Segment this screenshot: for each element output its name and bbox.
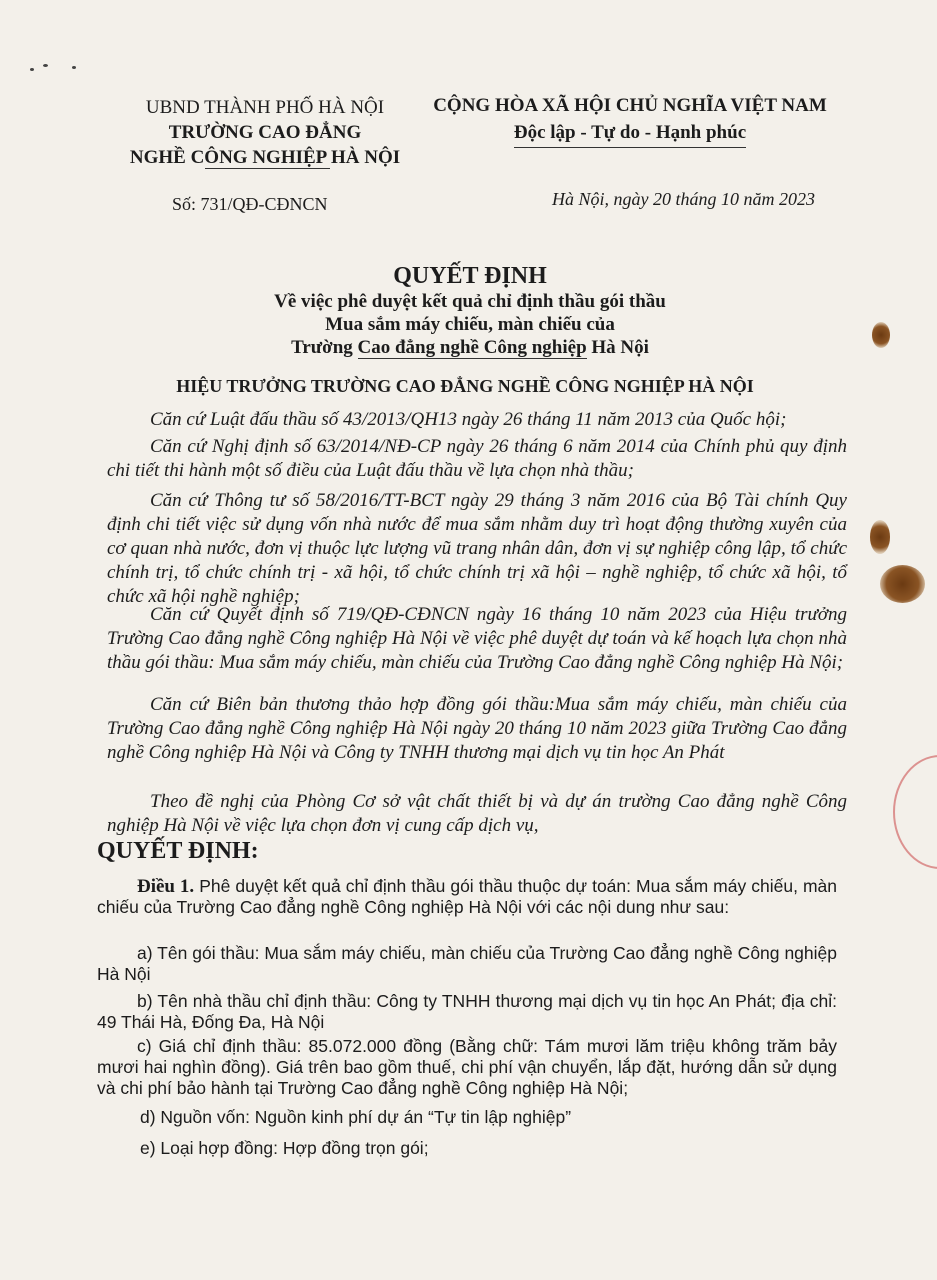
article-1-text: Phê duyệt kết quả chỉ định thầu gói thầu thuộc dự toán: Mua sắm máy chiếu, màn chiếu của Trường Cao đẳng nghề Công nghiệp Hà Nội với các nội dung như sau: — [97, 876, 838, 917]
place-and-date: Hà Nội, ngày 20 tháng 10 năm 2023 — [552, 189, 815, 209]
authority-heading: HIỆU TRƯỞNG TRƯỜNG CAO ĐẲNG NGHỀ CÔNG NGHIỆP HÀ NỘI — [176, 376, 754, 396]
document-title — [120, 262, 820, 359]
scan-speck — [72, 66, 76, 69]
issuer-school-line2: NGHỀ CÔNG NGHIỆP HÀ NỘI — [129, 147, 401, 168]
title-line3-c: Hà Nội — [586, 337, 649, 358]
ink-stain — [870, 520, 890, 554]
basis-paragraph-5: Căn cứ Biên bản thương thảo hợp đồng gói thầu:Mua sắm máy chiếu, màn chiếu của Trường Cao đẳng nghề Công nghiệp Hà Nội ngày 20 tháng 10 năm 2023 giữa Trường Cao đẳng nghề Công nghiệp Hà Nội và Công ty TNHH thương mại dịch vụ tin học An Phát — [107, 694, 847, 763]
national-motto: Độc lập - Tự do - Hạnh phúc — [514, 119, 746, 148]
article-1-item-b: b) Tên nhà thầu chỉ định thầu: Công ty TNHH thương mại dịch vụ tin học An Phát; địa chỉ: 49 Thái Hà, Đống Đa, Hà Nội — [97, 991, 837, 1032]
article-1-label: Điều 1. — [137, 876, 195, 897]
basis-paragraph-3: Căn cứ Thông tư số 58/2016/TT-BCT ngày 29 tháng 3 năm 2016 của Bộ Tài chính Quy định chi tiết việc sử dụng vốn nhà nước để mua sắm nhằm duy trì hoạt động thường xuyên của cơ quan nhà nước, đơn vị thuộc lực lượng vũ trang nhân dân, đơn vị sự nghiệp công lập, tổ chức chính trị, tổ chức chính trị - xã hội, tổ chức chính trị xã hội – nghề nghiệp, tổ chức xã hội, tổ chức xã hội nghề nghiệp; — [107, 490, 847, 607]
ink-stain — [872, 322, 890, 348]
decision-heading: QUYẾT ĐỊNH: — [97, 838, 259, 864]
issuer-school-line1: TRƯỜNG CAO ĐẲNG — [168, 122, 362, 143]
basis-paragraph-6: Theo đề nghị của Phòng Cơ sở vật chất thiết bị và dự án trường Cao đẳng nghề Công nghiệp Hà Nội về việc lựa chọn đơn vị cung cấp dịch vụ, — [107, 791, 847, 836]
nation-block — [415, 92, 845, 148]
basis-paragraph-4: Căn cứ Quyết định số 719/QĐ-CĐNCN ngày 16 tháng 10 năm 2023 của Hiệu trưởng Trường Cao đẳng nghề Công nghiệp Hà Nội về việc phê duyệt dự toán và kế hoạch lựa chọn nhà thầu gói thầu: Mua sắm máy chiếu, màn chiếu của Trường Cao đẳng nghề Công nghiệp Hà Nội; — [107, 604, 847, 673]
title-line3-a: Trường — [291, 337, 353, 358]
basis-paragraph-1: Căn cứ Luật đấu thầu số 43/2013/QH13 ngày 26 tháng 11 năm 2013 của Quốc hội; — [150, 409, 787, 430]
issuer-parent: UBND THÀNH PHỐ HÀ NỘI — [145, 97, 385, 118]
document-number: Số: 731/QĐ-CĐNCN — [172, 194, 328, 214]
title-line3 — [120, 336, 820, 359]
article-1-item-d: d) Nguồn vốn: Nguồn kinh phí dự án “Tự tin lập nghiệp” — [140, 1107, 572, 1127]
red-seal-fragment — [893, 755, 937, 869]
title-line2: Mua sắm máy chiếu, màn chiếu của — [325, 314, 615, 335]
article-1 — [97, 876, 837, 918]
title-line3-b: Cao đẳng nghề Công nghiệp — [357, 337, 587, 358]
article-1-item-e: e) Loại hợp đồng: Hợp đồng trọn gói; — [140, 1138, 429, 1158]
ink-stain — [880, 565, 925, 603]
issuer-block — [100, 95, 430, 170]
issuer-underline — [205, 168, 330, 169]
title-line1: Về việc phê duyệt kết quả chỉ định thầu gói thầu — [274, 291, 666, 312]
article-1-item-a: a) Tên gói thầu: Mua sắm máy chiếu, màn chiếu của Trường Cao đẳng nghề Công nghiệp Hà Nội — [97, 943, 837, 984]
scan-speck — [43, 64, 48, 67]
article-1-item-c: c) Giá chỉ định thầu: 85.072.000 đồng (Bằng chữ: Tám mươi lăm triệu không trăm bảy mươi hai nghìn đồng). Giá trên bao gồm thuế, chi phí vận chuyển, lắp đặt, hướng dẫn sử dụng và chi phí bảo hành tại Trường Cao đẳng nghề Công nghiệp Hà Nội; — [97, 1036, 837, 1098]
nation-name: CỘNG HÒA XÃ HỘI CHỦ NGHĨA VIỆT NAM — [433, 95, 827, 116]
scan-speck — [30, 68, 34, 71]
title-main: QUYẾT ĐỊNH — [393, 263, 547, 289]
basis-paragraph-2: Căn cứ Nghị định số 63/2014/NĐ-CP ngày 26 tháng 6 năm 2014 của Chính phủ quy định chi tiết thi hành một số điều của Luật đấu thầu về lựa chọn nhà thầu; — [107, 436, 847, 481]
